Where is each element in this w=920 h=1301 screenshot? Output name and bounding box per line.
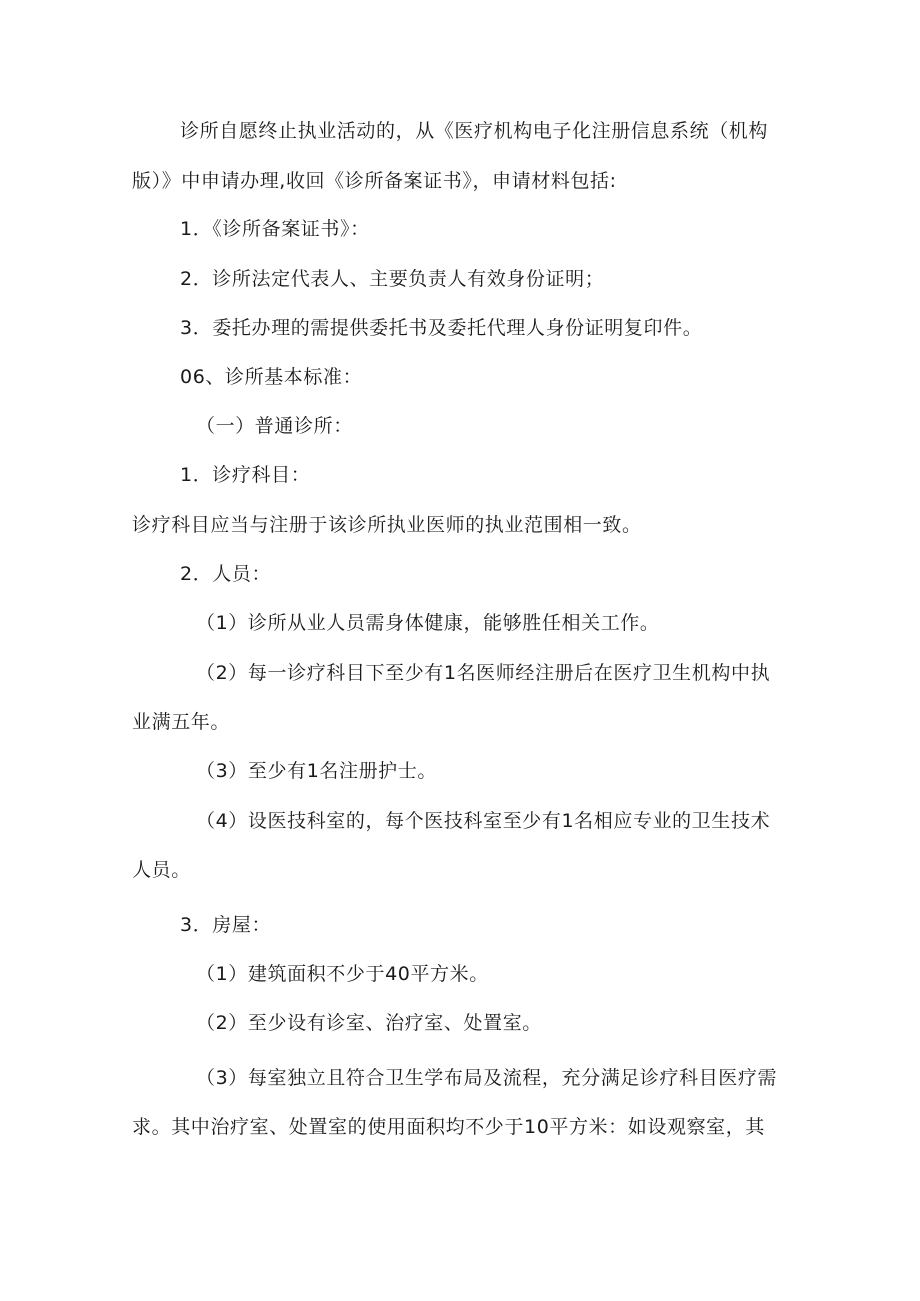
list-item: 1．《诊所备案证书》： xyxy=(180,218,370,240)
paragraph-line: 业满五年。 xyxy=(132,711,231,733)
paragraph-line: 诊疗科目应当与注册于该诊所执业医师的执业范围相一致。 xyxy=(132,514,642,536)
paragraph-line: 诊所自愿终止执业活动的，从《医疗机构电子化注册信息系统（机构 xyxy=(180,120,769,142)
paragraph-line: 求。其中治疗室、处置室的使用面积均不少于10平方米：如设观察室，其 xyxy=(132,1116,765,1138)
list-item: （1）诊所从业人员需身体健康，能够胜任相关工作。 xyxy=(196,612,660,634)
list-item: 2．诊所法定代表人、主要负责人有效身份证明； xyxy=(180,268,605,290)
list-item: 3．委托办理的需提供委托书及委托代理人身份证明复印件。 xyxy=(180,317,703,339)
paragraph-line: 版）》中申请办理,收回《诊所备案证书》，申请材料包括: xyxy=(132,170,617,192)
subsection-heading: （一）普通诊所： xyxy=(196,415,353,437)
list-item: （2）至少设有诊室、治疗室、处置室。 xyxy=(196,1012,542,1034)
list-item: （1）建筑面积不少于40平方米。 xyxy=(196,963,489,985)
list-item: 2．人员： xyxy=(180,563,272,585)
paragraph-line: 人员。 xyxy=(132,859,191,881)
section-heading: 06、诊所基本标准： xyxy=(180,366,363,388)
list-item: 1．诊疗科目： xyxy=(180,464,311,486)
list-item: 3．房屋： xyxy=(180,914,272,936)
list-item: （4）设医技科室的，每个医技科室至少有1名相应专业的卫生技术 xyxy=(196,810,771,832)
list-item: （2）每一诊疗科目下至少有1名医师经注册后在医疗卫生机构中执 xyxy=(196,662,771,684)
list-item: （3）至少有1名注册护士。 xyxy=(196,760,437,782)
list-item: （3）每室独立且符合卫生学布局及流程，充分满足诊疗科目医疗需 xyxy=(196,1067,778,1089)
